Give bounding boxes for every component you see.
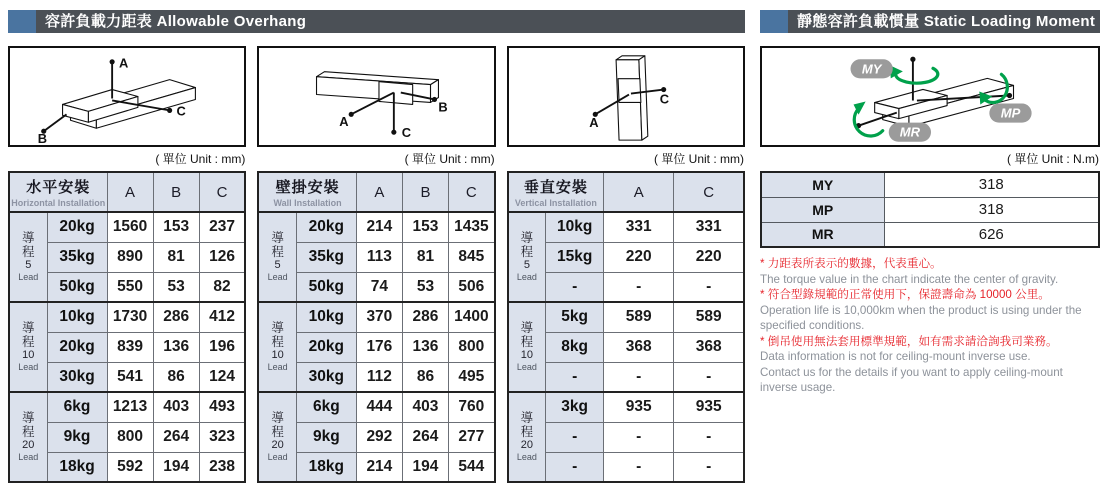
horizontal-installation-table xyxy=(8,171,246,483)
value-cell: 277 xyxy=(449,422,495,452)
value-cell: 264 xyxy=(153,422,199,452)
axis-c-label: C xyxy=(659,91,669,107)
value-cell: - xyxy=(674,452,744,482)
load-cell: 50kg xyxy=(296,272,356,302)
load-cell: 30kg xyxy=(296,362,356,392)
lead-zh: 導程 xyxy=(271,231,284,259)
value-cell: 495 xyxy=(449,362,495,392)
footnote-en: Contact us for the details if you want to apply ceiling-mount inverse usage. xyxy=(760,365,1063,395)
load-cell: 6kg xyxy=(296,392,356,422)
moment-value: 318 xyxy=(884,197,1099,222)
column-header-c: C xyxy=(199,172,245,212)
value-cell: 506 xyxy=(449,272,495,302)
load-cell: - xyxy=(546,272,604,302)
lead-en: Lead xyxy=(267,452,288,463)
value-cell: 403 xyxy=(402,392,448,422)
table-row xyxy=(258,212,494,242)
table-row xyxy=(761,172,1099,197)
lead-num: 20 xyxy=(271,439,284,451)
footnote-zh: * 符合型錄規範的正常使用下，保證壽命為 10000 公里。 xyxy=(760,288,1050,302)
horizontal-rail-diagram xyxy=(13,48,241,145)
lead-zh: 導程 xyxy=(271,321,284,349)
lead10-group xyxy=(258,302,494,392)
table-row xyxy=(258,392,494,422)
lead-num: 10 xyxy=(271,349,284,361)
vertical-diagram-box xyxy=(507,46,745,147)
value-cell: 86 xyxy=(402,362,448,392)
value-cell: 1400 xyxy=(449,302,495,332)
value-cell: 323 xyxy=(199,422,245,452)
unit-label: ( 單位 Unit : mm) xyxy=(404,152,495,166)
moment-section-header xyxy=(760,10,1100,33)
value-cell: - xyxy=(674,272,744,302)
table-row xyxy=(9,392,245,422)
value-cell: 331 xyxy=(604,212,674,242)
column-header-c: C xyxy=(674,172,744,212)
footnote-en: Data information is not for ceiling-mount inverse use. xyxy=(760,350,1031,364)
value-cell: 1560 xyxy=(107,212,153,242)
table-title-en: Wall Installation xyxy=(273,198,342,208)
load-cell: 10kg xyxy=(546,212,604,242)
table-row xyxy=(9,212,245,242)
static-loading-moment-table xyxy=(760,171,1100,248)
value-cell: 839 xyxy=(107,332,153,362)
column-header-a: A xyxy=(107,172,153,212)
table-title-cell xyxy=(258,172,356,212)
load-cell: 15kg xyxy=(546,242,604,272)
table-row xyxy=(508,392,744,422)
value-cell: 264 xyxy=(402,422,448,452)
vertical-rail-diagram xyxy=(512,48,740,145)
load-cell: 5kg xyxy=(546,302,604,332)
allowable-overhang-section xyxy=(8,10,745,483)
lead5-group xyxy=(258,212,494,302)
mp-badge-label: MP xyxy=(1000,105,1021,121)
lead-en: Lead xyxy=(516,452,537,463)
lead5-group xyxy=(9,212,245,302)
table-row xyxy=(761,222,1099,247)
axis-c-label: C xyxy=(402,125,412,141)
value-cell: 370 xyxy=(356,302,402,332)
column-header-a: A xyxy=(356,172,402,212)
table-row xyxy=(508,212,744,242)
lead-num: 20 xyxy=(520,439,534,451)
overhang-section-header xyxy=(8,10,745,33)
my-badge-label: MY xyxy=(861,61,882,77)
load-cell: 20kg xyxy=(296,212,356,242)
value-cell: 550 xyxy=(107,272,153,302)
lead-zh: 導程 xyxy=(520,231,534,259)
load-cell: 9kg xyxy=(296,422,356,452)
value-cell: 331 xyxy=(674,212,744,242)
header-accent-square xyxy=(8,10,36,33)
column-header-b: B xyxy=(402,172,448,212)
horizontal-diagram-box xyxy=(8,46,246,147)
lead-en: Lead xyxy=(18,452,39,463)
footnote-en: The torque value in the chart indicate the center of gravity. xyxy=(760,272,1059,286)
lead-group-label xyxy=(258,212,296,302)
moment-diagram-box xyxy=(760,46,1100,147)
load-cell: 30kg xyxy=(47,362,107,392)
load-cell: - xyxy=(546,452,604,482)
load-cell: 9kg xyxy=(47,422,107,452)
table-title-en: Horizontal Installation xyxy=(11,198,106,208)
overhang-section-title: 容許負載力距表 Allowable Overhang xyxy=(45,13,307,30)
value-cell: 214 xyxy=(356,452,402,482)
moment-label: MP xyxy=(761,197,884,222)
value-cell: 368 xyxy=(604,332,674,362)
footnote-en: Operation life is 10,000km when the product is using under the specified conditions. xyxy=(760,303,1082,333)
value-cell: 153 xyxy=(153,212,199,242)
load-cell: - xyxy=(546,422,604,452)
moment-section-title: 靜態容許負載慣量 Static Loading Moment xyxy=(797,13,1096,30)
lead20-group xyxy=(9,392,245,482)
load-cell: 3kg xyxy=(546,392,604,422)
value-cell: 53 xyxy=(402,272,448,302)
load-cell: 8kg xyxy=(546,332,604,362)
load-cell: 20kg xyxy=(47,332,107,362)
value-cell: 286 xyxy=(153,302,199,332)
value-cell: 74 xyxy=(356,272,402,302)
value-cell: 935 xyxy=(674,392,744,422)
lead-zh: 導程 xyxy=(21,231,35,259)
horizontal-column xyxy=(8,46,246,483)
lead-group-label xyxy=(9,212,47,302)
footnotes xyxy=(760,256,1100,396)
lead-group-label xyxy=(258,392,296,482)
value-cell: 136 xyxy=(402,332,448,362)
value-cell: 589 xyxy=(674,302,744,332)
load-cell: 10kg xyxy=(47,302,107,332)
value-cell: 53 xyxy=(153,272,199,302)
load-cell: 20kg xyxy=(296,332,356,362)
lead-num: 10 xyxy=(22,349,35,361)
value-cell: 126 xyxy=(199,242,245,272)
lead20-group xyxy=(258,392,494,482)
header-accent-square xyxy=(760,10,788,33)
value-cell: 286 xyxy=(402,302,448,332)
value-cell: - xyxy=(604,362,674,392)
value-cell: 1213 xyxy=(107,392,153,422)
lead5-group xyxy=(508,212,744,302)
vertical-column xyxy=(507,46,745,483)
lead-zh: 導程 xyxy=(520,321,534,349)
lead-group-label xyxy=(508,392,546,482)
value-cell: 444 xyxy=(356,392,402,422)
value-cell: 368 xyxy=(674,332,744,362)
lead-zh: 導程 xyxy=(21,411,35,439)
table-row xyxy=(761,197,1099,222)
lead-num: 5 xyxy=(274,259,281,271)
unit-label: ( 單位 Unit : N.m) xyxy=(1007,152,1099,166)
overhang-columns xyxy=(8,46,745,483)
unit-label: ( 單位 Unit : mm) xyxy=(653,152,744,166)
moment-label: MR xyxy=(761,222,884,247)
value-cell: 81 xyxy=(153,242,199,272)
footnote-zh: * 倒吊使用無法套用標準規範，如有需求請洽詢我司業務。 xyxy=(760,334,1058,348)
table-title-zh: 水平安裝 xyxy=(26,179,91,196)
value-cell: 403 xyxy=(153,392,199,422)
value-cell: 81 xyxy=(402,242,448,272)
value-cell: 890 xyxy=(107,242,153,272)
moment-value: 318 xyxy=(884,172,1099,197)
load-cell: 35kg xyxy=(47,242,107,272)
lead-group-label xyxy=(508,302,546,392)
value-cell: 493 xyxy=(199,392,245,422)
wall-installation-table xyxy=(257,171,495,483)
vertical-installation-table xyxy=(507,171,745,483)
axis-b-label: B xyxy=(438,99,449,115)
moment-label: MY xyxy=(761,172,884,197)
static-loading-moment-section xyxy=(760,10,1100,396)
lead-en: Lead xyxy=(267,272,288,283)
value-cell: 845 xyxy=(449,242,495,272)
load-cell: 18kg xyxy=(47,452,107,482)
lead10-group xyxy=(9,302,245,392)
load-cell: 20kg xyxy=(47,212,107,242)
value-cell: 124 xyxy=(199,362,245,392)
load-cell: 6kg xyxy=(47,392,107,422)
table-row xyxy=(9,302,245,332)
lead-zh: 導程 xyxy=(271,411,284,439)
lead-group-label xyxy=(9,302,47,392)
lead-zh: 導程 xyxy=(520,411,534,439)
footnote-zh: * 力距表所表示的數據，代表重心。 xyxy=(760,257,942,270)
table-row xyxy=(508,302,744,332)
value-cell: 86 xyxy=(153,362,199,392)
value-cell: 194 xyxy=(402,452,448,482)
lead-group-label xyxy=(9,392,47,482)
lead-group-label xyxy=(508,212,546,302)
value-cell: 412 xyxy=(199,302,245,332)
value-cell: 220 xyxy=(604,242,674,272)
value-cell: 214 xyxy=(356,212,402,242)
value-cell: 238 xyxy=(199,452,245,482)
value-cell: 220 xyxy=(674,242,744,272)
value-cell: - xyxy=(674,422,744,452)
lead-num: 5 xyxy=(523,259,530,271)
wall-column xyxy=(257,46,495,483)
value-cell: 112 xyxy=(356,362,402,392)
value-cell: 544 xyxy=(449,452,495,482)
lead20-group xyxy=(508,392,744,482)
lead-num: 20 xyxy=(22,439,35,451)
value-cell: 592 xyxy=(107,452,153,482)
value-cell: 935 xyxy=(604,392,674,422)
table-title-cell xyxy=(508,172,604,212)
table-row xyxy=(258,302,494,332)
lead-num: 10 xyxy=(520,349,534,361)
value-cell: 153 xyxy=(402,212,448,242)
lead10-group xyxy=(508,302,744,392)
value-cell: 194 xyxy=(153,452,199,482)
axis-b-label: B xyxy=(37,131,48,145)
value-cell: 760 xyxy=(449,392,495,422)
value-cell: 237 xyxy=(199,212,245,242)
value-cell: 800 xyxy=(107,422,153,452)
moment-value: 626 xyxy=(884,222,1099,247)
axis-a-label: A xyxy=(119,55,129,71)
value-cell: 196 xyxy=(199,332,245,362)
load-cell: - xyxy=(546,362,604,392)
table-title-en: Vertical Installation xyxy=(514,198,597,208)
load-cell: 10kg xyxy=(296,302,356,332)
column-header-b: B xyxy=(153,172,199,212)
lead-en: Lead xyxy=(516,272,537,283)
value-cell: 113 xyxy=(356,242,402,272)
value-cell: 136 xyxy=(153,332,199,362)
value-cell: 82 xyxy=(199,272,245,302)
table-title-zh: 垂直安裝 xyxy=(523,179,588,196)
load-cell: 35kg xyxy=(296,242,356,272)
wall-diagram-box xyxy=(257,46,495,147)
value-cell: - xyxy=(604,272,674,302)
value-cell: 541 xyxy=(107,362,153,392)
axis-a-label: A xyxy=(339,114,350,130)
lead-zh: 導程 xyxy=(21,321,35,349)
value-cell: - xyxy=(674,362,744,392)
column-header-a: A xyxy=(604,172,674,212)
axis-a-label: A xyxy=(589,115,599,131)
load-cell: 18kg xyxy=(296,452,356,482)
unit-label: ( 單位 Unit : mm) xyxy=(155,152,246,166)
load-cell: 50kg xyxy=(47,272,107,302)
value-cell: 292 xyxy=(356,422,402,452)
mr-badge-label: MR xyxy=(899,124,921,140)
table-title-zh: 壁掛安裝 xyxy=(275,179,340,196)
value-cell: 176 xyxy=(356,332,402,362)
lead-en: Lead xyxy=(18,362,39,373)
lead-num: 5 xyxy=(25,259,32,271)
value-cell: 800 xyxy=(449,332,495,362)
column-header-c: C xyxy=(449,172,495,212)
lead-en: Lead xyxy=(18,272,39,283)
wall-rail-diagram xyxy=(262,48,490,145)
lead-en: Lead xyxy=(516,362,537,373)
lead-group-label xyxy=(258,302,296,392)
value-cell: - xyxy=(604,422,674,452)
table-title-cell xyxy=(9,172,107,212)
axis-c-label: C xyxy=(176,103,187,119)
value-cell: 1730 xyxy=(107,302,153,332)
value-cell: 1435 xyxy=(449,212,495,242)
value-cell: 589 xyxy=(604,302,674,332)
lead-en: Lead xyxy=(267,362,288,373)
value-cell: - xyxy=(604,452,674,482)
moment-rail-diagram xyxy=(764,48,1096,145)
